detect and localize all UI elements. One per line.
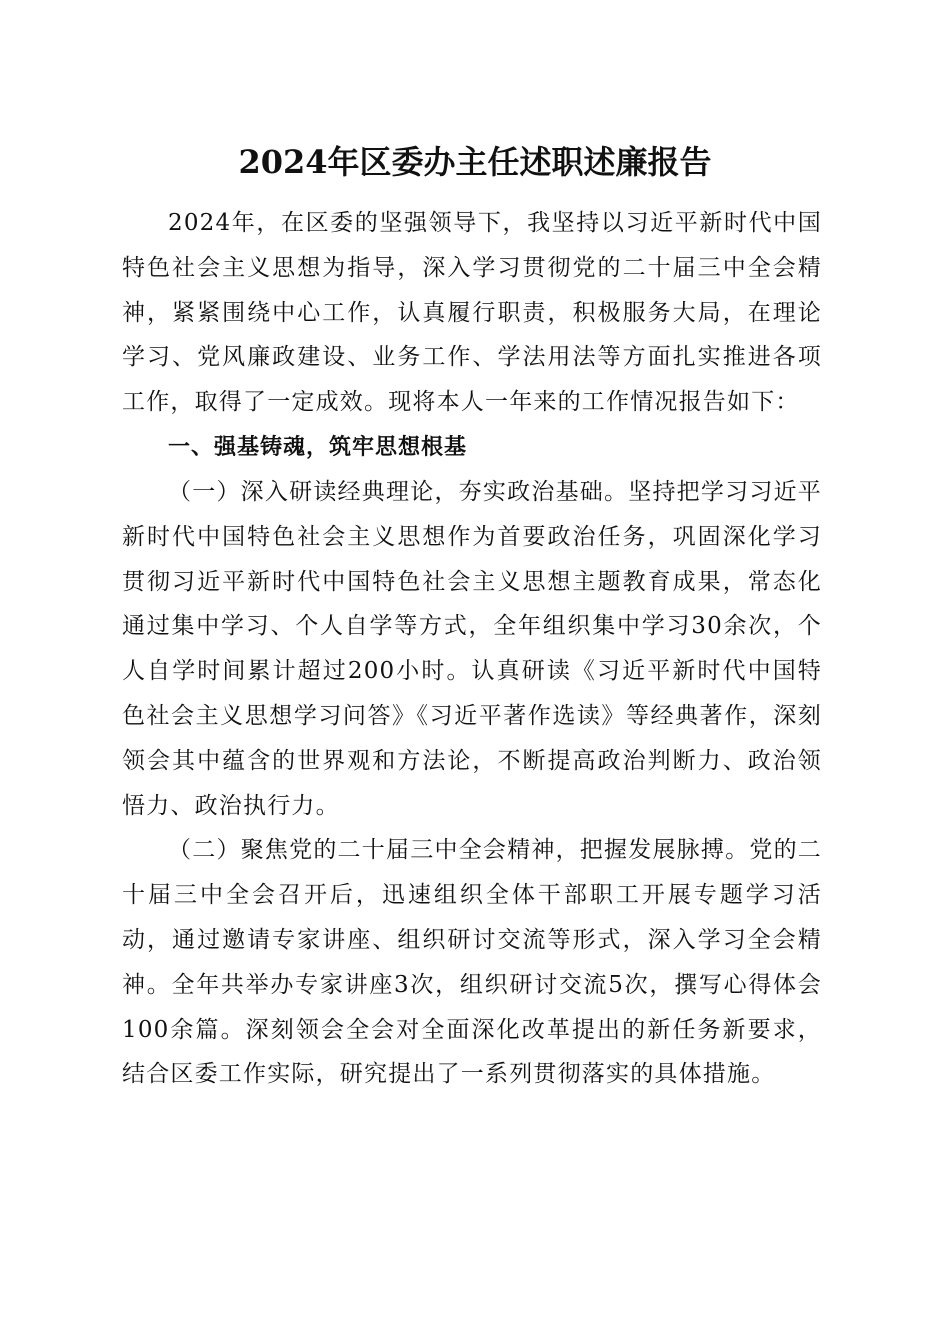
intro-paragraph: 2024年，在区委的坚强领导下，我坚持以习近平新时代中国特色社会主义思想为指导，深入学习贯彻党的二十届三中全会精神，紧紧围绕中心工作，认真履行职责，积极服务大局，在理论学习、党风廉政建设、业务工作、学法用法等方面扎实推进各项工作，取得了一定成效。现将本人一年来的工作情况报告如下： [122,210,822,416]
document-body [122,201,822,1097]
document-title: 2024年区委办主任述职述廉报告 [238,143,712,181]
section-heading-1: 一、强基铸魂，筑牢思想根基 [168,434,468,460]
subsection-paragraph-2: （二）聚焦党的二十届三中全会精神，把握发展脉搏。党的二十届三中全会召开后，迅速组织全体干部职工开展专题学习活动，通过邀请专家讲座、组织研讨交流等形式，深入学习全会精神。全年共举办专家讲座3次，组织研讨交流5次，撰写心得体会100余篇。深刻领会全会对全面深化改革提出的新任务新要求，结合区委工作实际，研究提出了一系列贯彻落实的具体措施。 [122,837,822,1088]
subsection-paragraph-1: （一）深入研读经典理论，夯实政治基础。坚持把学习习近平新时代中国特色社会主义思想作为首要政治任务，巩固深化学习贯彻习近平新时代中国特色社会主义思想主题教育成果，常态化通过集中学习、个人自学等方式，全年组织集中学习30余次，个人自学时间累计超过200小时。认真研读《习近平新时代中国特色社会主义思想学习问答》《习近平著作选读》等经典著作，深刻领会其中蕴含的世界观和方法论，不断提高政治判断力、政治领悟力、政治执行力。 [122,478,822,819]
